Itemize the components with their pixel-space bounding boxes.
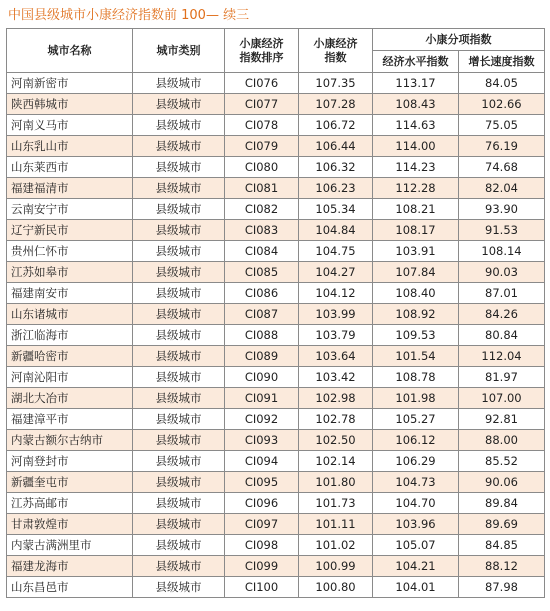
rank-cell: CI093 (225, 430, 299, 451)
city-type-cell: 县级城市 (133, 262, 225, 283)
index-cell: 100.99 (299, 556, 373, 577)
city-name-cell: 湖北大冶市 (7, 388, 133, 409)
city-type-cell: 县级城市 (133, 346, 225, 367)
index-cell: 103.42 (299, 367, 373, 388)
index-cell: 104.75 (299, 241, 373, 262)
index-cell: 102.78 (299, 409, 373, 430)
city-type-cell: 县级城市 (133, 325, 225, 346)
growth-speed-cell: 81.97 (459, 367, 545, 388)
city-name-cell: 新疆哈密市 (7, 346, 133, 367)
city-type-cell: 县级城市 (133, 577, 225, 598)
economic-level-cell: 105.07 (373, 535, 459, 556)
city-name-cell: 贵州仁怀市 (7, 241, 133, 262)
table-row (7, 535, 545, 556)
city-type-cell: 县级城市 (133, 409, 225, 430)
index-cell: 103.99 (299, 304, 373, 325)
city-type-cell: 县级城市 (133, 115, 225, 136)
growth-speed-cell: 82.04 (459, 178, 545, 199)
header-index: 小康经济 指数 (299, 29, 373, 73)
growth-speed-cell: 85.52 (459, 451, 545, 472)
economic-level-cell: 113.17 (373, 73, 459, 94)
city-type-cell: 县级城市 (133, 514, 225, 535)
table-row (7, 388, 545, 409)
ranking-table (6, 28, 545, 598)
city-type-cell: 县级城市 (133, 451, 225, 472)
growth-speed-cell: 90.03 (459, 262, 545, 283)
growth-speed-cell: 88.00 (459, 430, 545, 451)
rank-cell: CI097 (225, 514, 299, 535)
city-type-cell: 县级城市 (133, 73, 225, 94)
city-name-cell: 山东诸城市 (7, 304, 133, 325)
city-name-cell: 福建南安市 (7, 283, 133, 304)
growth-speed-cell: 92.81 (459, 409, 545, 430)
city-type-cell: 县级城市 (133, 472, 225, 493)
index-cell: 104.27 (299, 262, 373, 283)
economic-level-cell: 108.21 (373, 199, 459, 220)
rank-cell: CI077 (225, 94, 299, 115)
economic-level-cell: 104.73 (373, 472, 459, 493)
table-row (7, 346, 545, 367)
city-type-cell: 县级城市 (133, 493, 225, 514)
city-name-cell: 陕西韩城市 (7, 94, 133, 115)
table-row (7, 409, 545, 430)
city-type-cell: 县级城市 (133, 94, 225, 115)
rank-cell: CI091 (225, 388, 299, 409)
rank-cell: CI099 (225, 556, 299, 577)
economic-level-cell: 105.27 (373, 409, 459, 430)
economic-level-cell: 108.92 (373, 304, 459, 325)
city-name-cell: 河南沁阳市 (7, 367, 133, 388)
city-name-cell: 辽宁新民市 (7, 220, 133, 241)
growth-speed-cell: 89.69 (459, 514, 545, 535)
growth-speed-cell: 93.90 (459, 199, 545, 220)
rank-cell: CI080 (225, 157, 299, 178)
rank-cell: CI087 (225, 304, 299, 325)
growth-speed-cell: 76.19 (459, 136, 545, 157)
growth-speed-cell: 87.01 (459, 283, 545, 304)
table-row (7, 136, 545, 157)
growth-speed-cell: 107.00 (459, 388, 545, 409)
economic-level-cell: 109.53 (373, 325, 459, 346)
economic-level-cell: 101.98 (373, 388, 459, 409)
rank-cell: CI094 (225, 451, 299, 472)
city-name-cell: 新疆奎屯市 (7, 472, 133, 493)
economic-level-cell: 104.01 (373, 577, 459, 598)
city-name-cell: 山东乳山市 (7, 136, 133, 157)
table-row (7, 577, 545, 598)
index-cell: 106.23 (299, 178, 373, 199)
table-row (7, 199, 545, 220)
city-name-cell: 江苏如皋市 (7, 262, 133, 283)
city-type-cell: 县级城市 (133, 283, 225, 304)
city-type-cell: 县级城市 (133, 157, 225, 178)
growth-speed-cell: 91.53 (459, 220, 545, 241)
rank-cell: CI098 (225, 535, 299, 556)
index-cell: 104.12 (299, 283, 373, 304)
economic-level-cell: 108.43 (373, 94, 459, 115)
table-row (7, 472, 545, 493)
city-type-cell: 县级城市 (133, 367, 225, 388)
growth-speed-cell: 87.98 (459, 577, 545, 598)
table-row (7, 262, 545, 283)
table-row (7, 514, 545, 535)
growth-speed-cell: 88.12 (459, 556, 545, 577)
index-cell: 106.32 (299, 157, 373, 178)
index-cell: 106.44 (299, 136, 373, 157)
growth-speed-cell: 84.26 (459, 304, 545, 325)
table-body (7, 73, 545, 598)
growth-speed-cell: 89.84 (459, 493, 545, 514)
index-cell: 101.80 (299, 472, 373, 493)
economic-level-cell: 106.12 (373, 430, 459, 451)
city-type-cell: 县级城市 (133, 136, 225, 157)
growth-speed-cell: 102.66 (459, 94, 545, 115)
city-type-cell: 县级城市 (133, 388, 225, 409)
economic-level-cell: 104.21 (373, 556, 459, 577)
city-type-cell: 县级城市 (133, 241, 225, 262)
economic-level-cell: 103.96 (373, 514, 459, 535)
city-type-cell: 县级城市 (133, 556, 225, 577)
index-cell: 103.79 (299, 325, 373, 346)
economic-level-cell: 101.54 (373, 346, 459, 367)
economic-level-cell: 106.29 (373, 451, 459, 472)
growth-speed-cell: 80.84 (459, 325, 545, 346)
table-row (7, 367, 545, 388)
rank-cell: CI095 (225, 472, 299, 493)
city-name-cell: 甘肃敦煌市 (7, 514, 133, 535)
table-title: 中国县级城市小康经济指数前 100— 续三 (8, 8, 250, 23)
city-name-cell: 河南新密市 (7, 73, 133, 94)
economic-level-cell: 104.70 (373, 493, 459, 514)
rank-cell: CI096 (225, 493, 299, 514)
city-type-cell: 县级城市 (133, 178, 225, 199)
index-cell: 104.84 (299, 220, 373, 241)
index-cell: 103.64 (299, 346, 373, 367)
economic-level-cell: 114.23 (373, 157, 459, 178)
index-cell: 101.11 (299, 514, 373, 535)
rank-cell: CI084 (225, 241, 299, 262)
rank-cell: CI079 (225, 136, 299, 157)
city-name-cell: 河南登封市 (7, 451, 133, 472)
city-name-cell: 福建龙海市 (7, 556, 133, 577)
city-name-cell: 江苏高邮市 (7, 493, 133, 514)
index-cell: 106.72 (299, 115, 373, 136)
city-name-cell: 云南安宁市 (7, 199, 133, 220)
table-row (7, 325, 545, 346)
economic-level-cell: 114.63 (373, 115, 459, 136)
economic-level-cell: 107.84 (373, 262, 459, 283)
header-rank: 小康经济 指数排序 (225, 29, 299, 73)
index-cell: 100.80 (299, 577, 373, 598)
city-type-cell: 县级城市 (133, 535, 225, 556)
growth-speed-cell: 74.68 (459, 157, 545, 178)
city-name-cell: 内蒙古满洲里市 (7, 535, 133, 556)
economic-level-cell: 114.00 (373, 136, 459, 157)
rank-cell: CI085 (225, 262, 299, 283)
table-row (7, 493, 545, 514)
city-name-cell: 福建漳平市 (7, 409, 133, 430)
growth-speed-cell: 90.06 (459, 472, 545, 493)
header-type: 城市类别 (133, 29, 225, 73)
rank-cell: CI081 (225, 178, 299, 199)
city-name-cell: 福建福清市 (7, 178, 133, 199)
index-cell: 105.34 (299, 199, 373, 220)
table-row (7, 73, 545, 94)
rank-cell: CI076 (225, 73, 299, 94)
city-name-cell: 山东昌邑市 (7, 577, 133, 598)
header-city: 城市名称 (7, 29, 133, 73)
growth-speed-cell: 108.14 (459, 241, 545, 262)
economic-level-cell: 108.78 (373, 367, 459, 388)
table-row (7, 430, 545, 451)
economic-level-cell: 103.91 (373, 241, 459, 262)
table-row (7, 283, 545, 304)
table-row (7, 157, 545, 178)
city-type-cell: 县级城市 (133, 304, 225, 325)
city-name-cell: 浙江临海市 (7, 325, 133, 346)
city-type-cell: 县级城市 (133, 220, 225, 241)
city-name-cell: 河南义马市 (7, 115, 133, 136)
growth-speed-cell: 112.04 (459, 346, 545, 367)
header-economic-level: 经济水平指数 (373, 51, 459, 73)
table-row (7, 451, 545, 472)
rank-cell: CI100 (225, 577, 299, 598)
growth-speed-cell: 84.85 (459, 535, 545, 556)
rank-cell: CI089 (225, 346, 299, 367)
table-row (7, 556, 545, 577)
rank-cell: CI088 (225, 325, 299, 346)
table-row (7, 304, 545, 325)
rank-cell: CI092 (225, 409, 299, 430)
table-row (7, 220, 545, 241)
economic-level-cell: 112.28 (373, 178, 459, 199)
city-name-cell: 内蒙古额尔古纳市 (7, 430, 133, 451)
index-cell: 107.35 (299, 73, 373, 94)
economic-level-cell: 108.17 (373, 220, 459, 241)
city-type-cell: 县级城市 (133, 199, 225, 220)
header-growth-speed: 增长速度指数 (459, 51, 545, 73)
index-cell: 102.98 (299, 388, 373, 409)
rank-cell: CI083 (225, 220, 299, 241)
table-row (7, 115, 545, 136)
index-cell: 102.50 (299, 430, 373, 451)
city-name-cell: 山东莱西市 (7, 157, 133, 178)
rank-cell: CI078 (225, 115, 299, 136)
rank-cell: CI090 (225, 367, 299, 388)
index-cell: 107.28 (299, 94, 373, 115)
table-row (7, 241, 545, 262)
index-cell: 101.02 (299, 535, 373, 556)
table-row (7, 94, 545, 115)
rank-cell: CI082 (225, 199, 299, 220)
economic-level-cell: 108.40 (373, 283, 459, 304)
table-row (7, 178, 545, 199)
index-cell: 101.73 (299, 493, 373, 514)
growth-speed-cell: 84.05 (459, 73, 545, 94)
header-sub-index: 小康分项指数 (373, 29, 545, 51)
rank-cell: CI086 (225, 283, 299, 304)
city-type-cell: 县级城市 (133, 430, 225, 451)
index-cell: 102.14 (299, 451, 373, 472)
growth-speed-cell: 75.05 (459, 115, 545, 136)
